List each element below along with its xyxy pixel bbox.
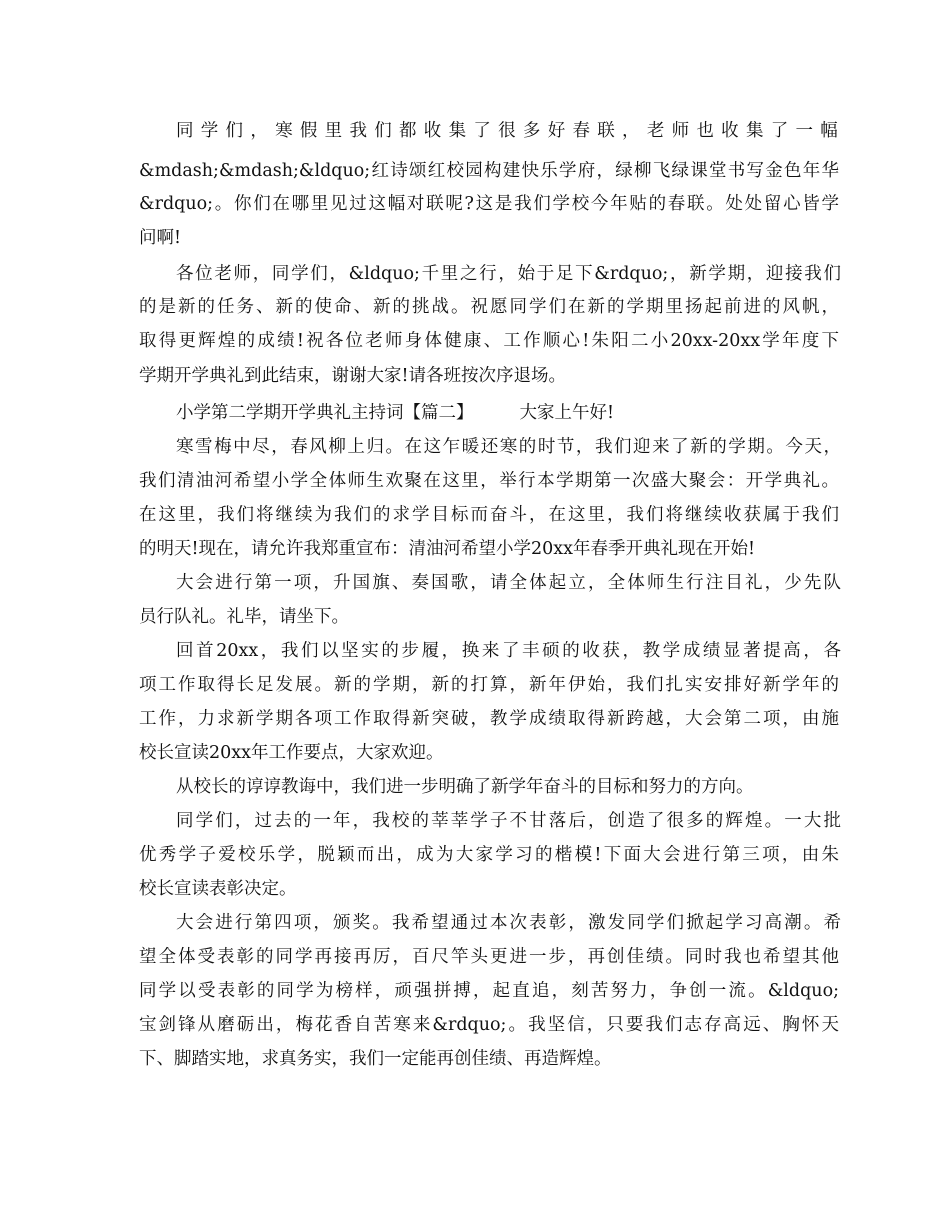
- greeting: 大家上午好!: [519, 403, 615, 423]
- text-line: 项工作取得长足发展。新的学期，新的打算，新年伊始，我们扎实安排好新学年的: [139, 675, 839, 695]
- text-line: 员行队礼。礼毕，请坐下。: [139, 607, 349, 627]
- text-line: 取得更辉煌的成绩!祝各位老师身体健康、工作顺心!朱阳二小20xx-20xx学年度下: [139, 331, 839, 351]
- text-line: 宝剑锋从磨砺出，梅花香自苦寒来&rdquo;。我坚信，只要我们志存高远、胸怀天: [139, 1015, 839, 1035]
- text-line: 校长宣读20xx年工作要点，大家欢迎。: [139, 743, 444, 763]
- text-line: 校长宣读表彰决定。: [139, 879, 297, 899]
- text-line: &rdquo;。你们在哪里见过这幅对联呢?这是我们学校今年贴的春联。处处留心皆学: [139, 194, 839, 214]
- text-line: 学期开学典礼到此结束，谢谢大家!请各班按次序退场。: [139, 366, 567, 386]
- text-line: 优秀学子爱校乐学，脱颖而出，成为大家学习的楷模!下面大会进行第三项，由朱: [139, 845, 839, 865]
- text-line: 下、脚踏实地，求真务实，我们一定能再创佳绩、再造辉煌。: [139, 1049, 612, 1069]
- text-line: 回首20xx，我们以坚实的步履，换来了丰硕的收获，教学成绩显著提高，各: [176, 641, 841, 661]
- text-line: 同学们，过去的一年，我校的莘莘学子不甘落后，创造了很多的辉煌。一大批: [176, 811, 841, 831]
- text-line: 我们清油河希望小学全体师生欢聚在这里，举行本学期第一次盛大聚会：开学典礼。: [139, 471, 839, 491]
- text-line: &mdash;&mdash;&ldquo;红诗颂红校园构建快乐学府，绿柳飞绿课堂书写金色年华: [139, 161, 839, 181]
- text-line: 同学们，寒假里我们都收集了很多好春联，老师也收集了一幅: [176, 121, 841, 141]
- text-line: 的明天!现在，请允许我郑重宣布：清油河希望小学20xx年春季开典礼现在开始!: [139, 539, 756, 559]
- text-line: 同学以受表彰的同学为榜样，顽强拼搏，起直追，刻苦努力，争创一流。&ldquo;: [139, 981, 839, 1001]
- text-line: 望全体受表彰的同学再接再厉，百尺竿头更进一步，再创佳绩。同时我也希望其他: [139, 947, 839, 967]
- section-heading-line: [176, 398, 841, 428]
- text-line: 在这里，我们将继续为我们的求学目标而奋斗，在这里，我们将继续收获属于我们: [139, 505, 839, 525]
- text-line: 从校长的谆谆教诲中，我们进一步明确了新学年奋斗的目标和努力的方向。: [176, 777, 754, 797]
- text-line: 的是新的任务、新的使命、新的挑战。祝愿同学们在新的学期里扬起前进的风帆，: [139, 297, 839, 317]
- text-line: 大会进行第四项，颁奖。我希望通过本次表彰，激发同学们掀起学习高潮。希: [176, 913, 841, 933]
- text-line: 工作，力求新学期各项工作取得新突破，教学成绩取得新跨越，大会第二项，由施: [139, 709, 839, 729]
- text-line: 问啊!: [139, 228, 182, 248]
- text-line: 各位老师，同学们，&ldquo;千里之行，始于足下&rdquo;，新学期，迎接我们: [176, 264, 841, 284]
- section-heading: 小学第二学期开学典礼主持词【篇二】: [176, 403, 474, 423]
- text-line: 寒雪梅中尽，春风柳上归。在这乍暖还寒的时节，我们迎来了新的学期。今天，: [176, 437, 841, 457]
- text-line: 大会进行第一项，升国旗、奏国歌，请全体起立，全体师生行注目礼，少先队: [176, 573, 841, 593]
